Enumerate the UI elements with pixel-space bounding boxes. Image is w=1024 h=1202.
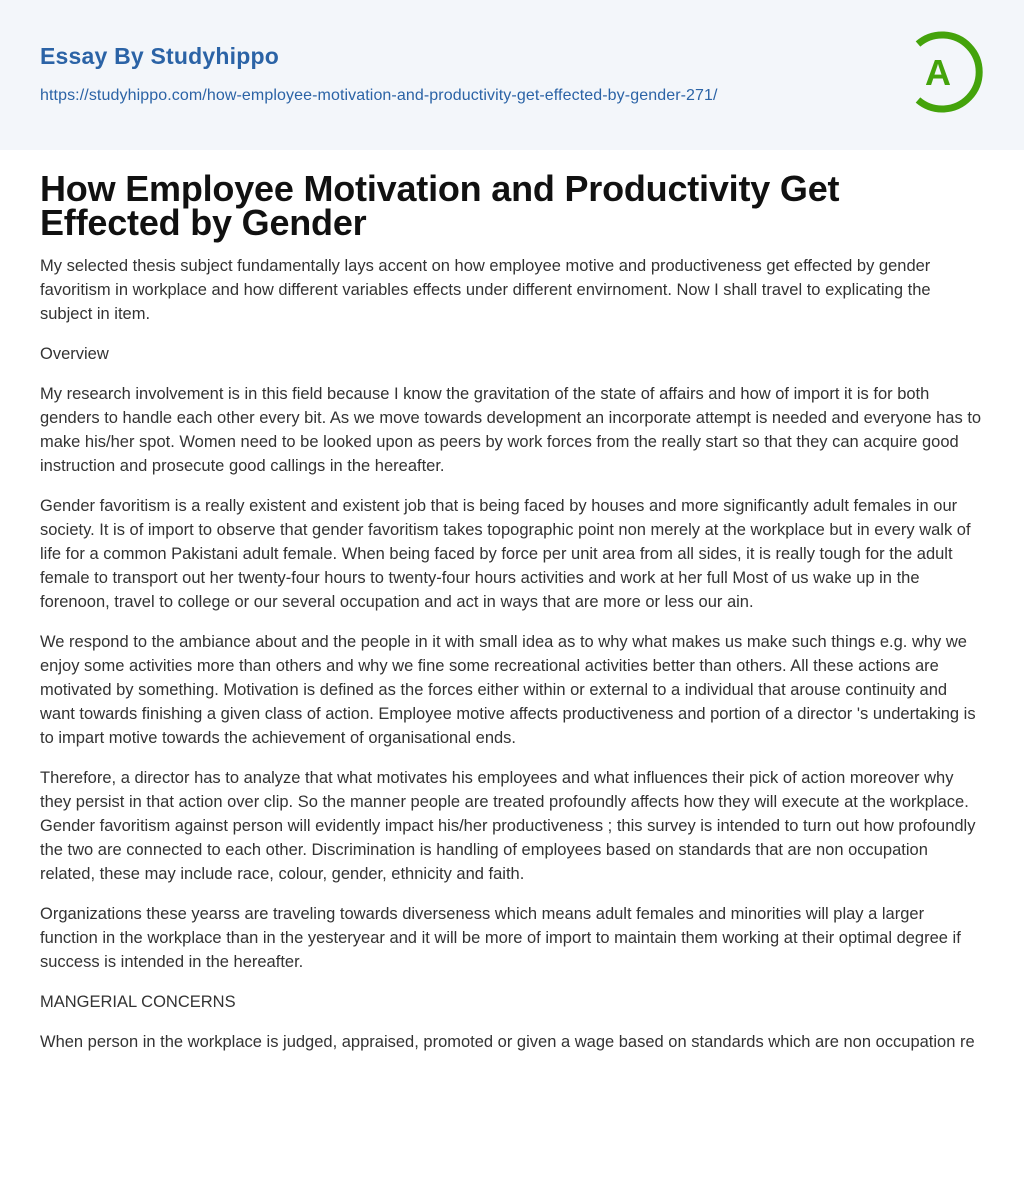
essay-paragraph: We respond to the ambiance about and the people in it with small idea as to why what makes us make such things e.g. why we enjoy some activities more than others and why we fine some recreational activities better than others. All these actions are motivated by something. Motivation is defined as the forces either within or external to a individual that arouse continuity and want towards finishing a given class of action. Employee motive affects productiveness and portion of a director 's undertaking is to impart motive towards the achievement of organisational ends. (40, 633, 976, 747)
section-heading-overview: Overview (40, 345, 109, 363)
essay-paragraph: Organizations these yearss are traveling towards diverseness which means adult females and minorities will play a larger function in the workplace than in the yesteryear and it will be more of import to maintain them working at their optimal degree if success is intended in the hereafter. (40, 905, 961, 971)
essay-title: How Employee Motivation and Productivity Get Effected by Gender (40, 168, 840, 243)
essay-paragraph: Gender favoritism is a really existent and existent job that is being faced by houses and more significantly adult females in our society. It is of import to observe that gender favoritism takes topographic point non merely at the workplace but in every walk of life for a common Pakistani adult female. When being faced by force per unit area from all sides, it is really tough for the adult female to transport out her twenty-four hours to twenty-four hours activities and work at her full Most of us wake up in the forenoon, travel to college or our several occupation and act in ways that are more or less our ain. (40, 497, 971, 611)
site-header (0, 0, 1024, 150)
essay-paragraph: Therefore, a director has to analyze that what motivates his employees and what influences their pick of action moreover why they persist in that action over clip. So the manner people are treated profoundly affects how they will execute at the workplace. Gender favoritism against person will evidently impact his/her productiveness ; this survey is intended to turn out how profoundly the two are connected to each other. Discrimination is handling of employees based on standards that are non occupation related, these may include race, colour, gender, ethnicity and faith. (40, 769, 976, 883)
svg-text:A: A (925, 52, 951, 93)
studyhippo-logo[interactable] (912, 30, 984, 114)
source-url-link[interactable]: https://studyhippo.com/how-employee-motivation-and-productivity-get-effected-by-gender-271/ (40, 87, 718, 104)
section-heading-managerial-concerns: MANGERIAL CONCERNS (40, 993, 236, 1011)
site-title: Essay By Studyhippo (40, 43, 279, 69)
essay-paragraph: My research involvement is in this field because I know the gravitation of the state of affairs and how of import it is for both genders to handle each other every bit. As we move towards development an incorporate attempt is needed and everyone has to make his/her spot. Women need to be looked upon as peers by work forces from the really start so that they can acquire good instruction and prosecute good callings in the hereafter. (40, 385, 982, 475)
essay-content (0, 168, 1024, 1054)
essay-paragraph: My selected thesis subject fundamentally lays accent on how employee motive and productiveness get effected by gender favoritism in workplace and how different variables effects under different envirnoment. Now I shall travel to explicating the subject in item. (40, 257, 931, 323)
essay-paragraph: When person in the workplace is judged, appraised, promoted or given a wage based on standards which are non occupation re (40, 1033, 975, 1051)
logo-circle-a-icon (912, 30, 984, 114)
